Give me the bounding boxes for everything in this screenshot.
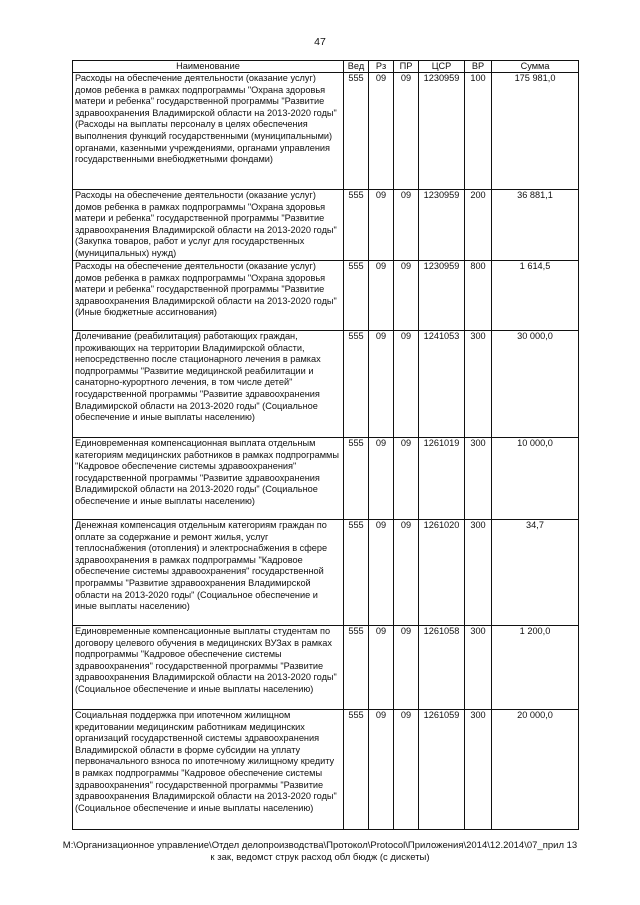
row-pr: 09: [394, 261, 419, 331]
table-row: [73, 73, 579, 190]
row-csr: 1261058: [419, 626, 465, 710]
row-csr: 1241053: [419, 331, 465, 438]
table-row: [73, 626, 579, 710]
header-ved: Вед: [344, 61, 369, 73]
row-csr: 1261059: [419, 710, 465, 830]
row-name: Единовременная компенсационная выплата отдельным категориям медицинских работников в рамках подпрограммы "Кадровое обеспечение системы здравоохранения" государственной программы "Развитие здравоохранения Владимирской области на 2013-2020 годы" (Социальное обеспечение и иные выплаты населению): [73, 438, 344, 520]
row-ved: 555: [344, 626, 369, 710]
row-pr: 09: [394, 626, 419, 710]
header-rz: Рз: [369, 61, 394, 73]
row-vr: 300: [465, 520, 492, 626]
row-rz: 09: [369, 73, 394, 190]
row-name: Расходы на обеспечение деятельности (оказание услуг) домов ребенка в рамках подпрограммы "Охрана здоровья матери и ребенка" государственной программы "Развитие здравоохранения Владимирской области на 2013-2020 годы" (Закупка товаров, работ и услуг для государственных (муниципальных) нужд): [73, 190, 344, 261]
header-pr: ПР: [394, 61, 419, 73]
row-vr: 800: [465, 261, 492, 331]
row-sum: 30 000,0: [492, 331, 579, 438]
table-row: [73, 520, 579, 626]
table-row: [73, 190, 579, 261]
row-csr: 1261019: [419, 438, 465, 520]
row-sum: 34,7: [492, 520, 579, 626]
row-name: Социальная поддержка при ипотечном жилищном кредитовании медицинским работникам медицинских организаций государственной системы здравоохранения Владимирской области в форме субсидии на уплату первоначального взноса по ипотечному жилищному кредиту в рамках подпрограммы "Кадровое обеспечение системы здравоохранения" государственной программы "Развитие здравоохранения Владимирской области на 2013-2020 годы" (Социальное обеспечение и иные выплаты населению): [73, 710, 344, 830]
row-sum: 10 000,0: [492, 438, 579, 520]
budget-table: [72, 60, 579, 830]
row-pr: 09: [394, 520, 419, 626]
table-row: [73, 261, 579, 331]
row-sum: 1 614,5: [492, 261, 579, 331]
file-path-footer: [40, 840, 600, 864]
row-rz: 09: [369, 438, 394, 520]
row-csr: 1230959: [419, 190, 465, 261]
row-vr: 300: [465, 626, 492, 710]
header-csr: ЦСР: [419, 61, 465, 73]
header-sum: Сумма: [492, 61, 579, 73]
footer-line-1: M:\Организационное управление\Отдел делопроизводства\Протокол\Protocol\Приложения\2014\12.2014\07_прил 13: [62, 840, 578, 851]
row-ved: 555: [344, 710, 369, 830]
row-rz: 09: [369, 520, 394, 626]
row-name: Единовременные компенсационные выплаты студентам по договору целевого обучения в медицинских ВУЗах в рамках подпрограммы "Кадровое обеспечение системы здравоохранения" государственной программы "Развитие здравоохранения Владимирской области на 2013-2020 годы" (Социальное обеспечение и иные выплаты населению): [73, 626, 344, 710]
row-name: Денежная компенсация отдельным категориям граждан по оплате за содержание и ремонт жилья, услуг теплоснабжения (отопления) и электроснабжения в сфере здравоохранения в рамках подпрограммы "Кадровое обеспечение системы здравоохранения" государственной программы "Развитие здравоохранения Владимирской области на 2013-2020 годы" (Социальное обеспечение и иные выплаты населению): [73, 520, 344, 626]
row-csr: 1261020: [419, 520, 465, 626]
row-rz: 09: [369, 710, 394, 830]
footer-line-2: к зак, ведомст струк расход обл бюдж (с дискеты): [210, 852, 430, 863]
table-row: [73, 438, 579, 520]
row-ved: 555: [344, 438, 369, 520]
header-vr: ВР: [465, 61, 492, 73]
row-pr: 09: [394, 331, 419, 438]
row-ved: 555: [344, 331, 369, 438]
row-ved: 555: [344, 190, 369, 261]
row-vr: 100: [465, 73, 492, 190]
row-vr: 300: [465, 331, 492, 438]
row-sum: 175 981,0: [492, 73, 579, 190]
row-vr: 200: [465, 190, 492, 261]
row-name: Долечивание (реабилитация) работающих граждан, проживающих на территории Владимирской области, непосредственно после стационарного лечения в рамках подпрограммы "Развитие медицинской реабилитации и санаторно-курортного лечения, в том числе детей" государственной программы "Развитие здравоохранения Владимирской области на 2013-2020 годы" (Социальное обеспечение и иные выплаты населению): [73, 331, 344, 438]
table-header-row: [73, 61, 579, 73]
row-rz: 09: [369, 261, 394, 331]
row-ved: 555: [344, 261, 369, 331]
table-row: [73, 331, 579, 438]
row-sum: 1 200,0: [492, 626, 579, 710]
row-rz: 09: [369, 626, 394, 710]
row-pr: 09: [394, 438, 419, 520]
row-name: Расходы на обеспечение деятельности (оказание услуг) домов ребенка в рамках подпрограммы "Охрана здоровья матери и ребенка" государственной программы "Развитие здравоохранения Владимирской области на 2013-2020 годы" (Иные бюджетные ассигнования): [73, 261, 344, 331]
row-vr: 300: [465, 710, 492, 830]
table-row: [73, 710, 579, 830]
header-name: Наименование: [73, 61, 344, 73]
row-sum: 20 000,0: [492, 710, 579, 830]
row-csr: 1230959: [419, 73, 465, 190]
row-ved: 555: [344, 73, 369, 190]
row-ved: 555: [344, 520, 369, 626]
row-pr: 09: [394, 710, 419, 830]
row-vr: 300: [465, 438, 492, 520]
row-csr: 1230959: [419, 261, 465, 331]
row-rz: 09: [369, 331, 394, 438]
row-name: Расходы на обеспечение деятельности (оказание услуг) домов ребенка в рамках подпрограммы "Охрана здоровья матери и ребенка" государственной программы "Развитие здравоохранения Владимирской области на 2013-2020 годы" (Расходы на выплаты персоналу в целях обеспечения выполнения функций государственными (муниципальными) органами, казенными учреждениями, органами управления государственными внебюджетными фондами): [73, 73, 344, 190]
row-rz: 09: [369, 190, 394, 261]
row-pr: 09: [394, 73, 419, 190]
row-pr: 09: [394, 190, 419, 261]
row-sum: 36 881,1: [492, 190, 579, 261]
page-number: 47: [314, 36, 326, 48]
